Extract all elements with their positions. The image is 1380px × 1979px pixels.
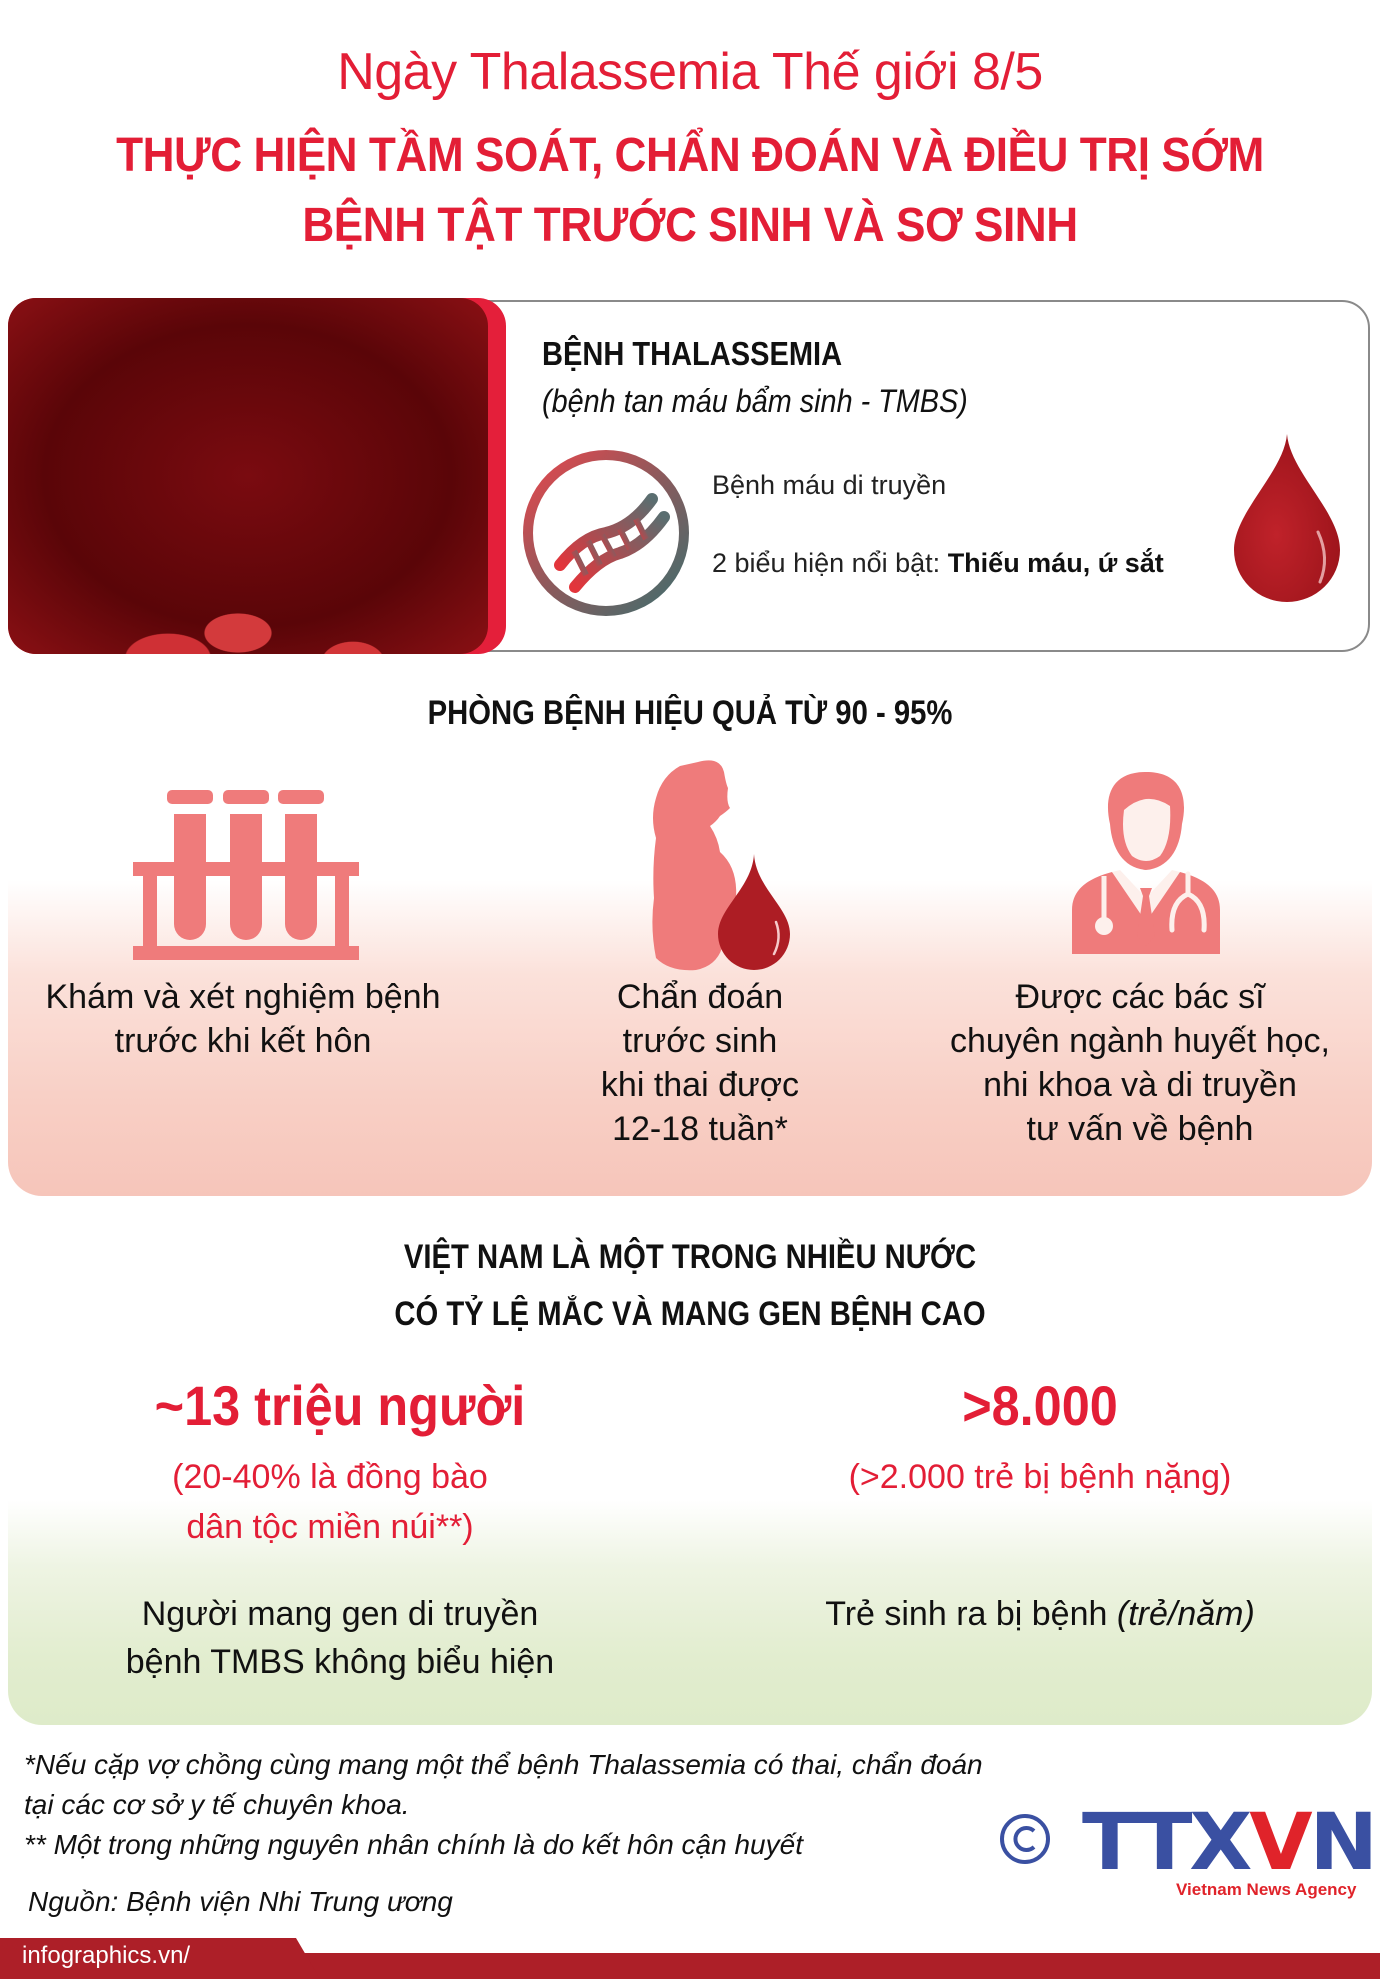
blood-drop-icon [1232,432,1342,602]
card-line-hereditary: Bệnh máu di truyền [712,470,947,500]
desc-unit: (trẻ/năm) [1116,1595,1255,1633]
stat-births-note [760,1452,1320,1502]
logo-v: V [1249,1798,1310,1888]
source-credit: Nguồn: Bệnh viện Nhi Trung ương [28,1886,453,1917]
item-line: khi thai được [600,1066,800,1104]
copyright-icon [998,1812,1052,1866]
card-subtitle: (bệnh tan máu bẩm sinh - TMBS) [542,383,968,419]
ttxvn-logo [1082,1798,1375,1888]
prevention-item-doctor-counsel [920,975,1360,1151]
logo-ttx: TTX [1082,1798,1250,1888]
note-line: (20-40% là đồng bào [172,1458,488,1496]
item-line: Khám và xét nghiệm bệnh [45,978,441,1016]
stat-carriers-note [60,1452,600,1552]
logo-n: N [1309,1798,1375,1888]
prevention-item-prenatal-diagnosis [560,975,840,1151]
page-title-line1: THỰC HIỆN TẦM SOÁT, CHẨN ĐOÁN VÀ ĐIỀU TRỊ SỚM [116,129,1264,182]
footer-site-link[interactable]: infographics.vn/ [22,1942,191,1969]
item-line: tư vấn về bệnh [1026,1110,1254,1148]
desc-text: Trẻ sinh ra bị bệnh [825,1595,1117,1633]
stat-births-value: >8.000 [962,1374,1118,1437]
item-line: Chẩn đoán [616,978,784,1016]
note-line: dân tộc miền núi**) [186,1508,474,1546]
item-line: chuyên ngành huyết học, [950,1022,1330,1060]
item-line: nhi khoa và di truyền [983,1066,1297,1104]
item-line: trước khi kết hôn [114,1022,372,1060]
card-line-symptoms [712,548,1164,579]
item-line: Được các bác sĩ [1015,978,1265,1016]
test-tubes-icon [133,790,359,962]
item-line: 12-18 tuần* [612,1110,788,1148]
logo-agency-name: Vietnam News Agency [1176,1880,1357,1899]
vietnam-title-line2: CÓ TỶ LỆ MẮC VÀ MANG GEN BỆNH CAO [394,1295,986,1333]
dna-icon [520,447,692,619]
vietnam-title-line1: VIỆT NAM LÀ MỘT TRONG NHIỀU NƯỚC [403,1238,977,1276]
footnote-2: ** Một trong những nguyên nhân chính là do kết hôn cận huyết [24,1829,803,1860]
desc-line: bệnh TMBS không biểu hiện [125,1643,555,1681]
stat-carriers-value: ~13 triệu người [154,1374,526,1437]
page-subtitle: Ngày Thalassemia Thế giới 8/5 [337,43,1043,101]
card-title: BỆNH THALASSEMIA [542,335,843,372]
footnote-1-cont: tại các cơ sở y tế chuyên khoa. [24,1789,410,1820]
red-blood-cells-image [8,298,488,654]
prevention-item-premarital-test [8,975,478,1063]
item-line: trước sinh [622,1022,778,1060]
symptoms-value: Thiếu máu, ứ sắt [947,548,1164,578]
desc-line: Người mang gen di truyền [141,1595,539,1633]
doctor-icon [1062,770,1230,956]
page-title-line2: BỆNH TẬT TRƯỚC SINH VÀ SƠ SINH [302,199,1078,252]
pregnant-woman-icon [650,758,798,976]
stat-births-desc [760,1590,1320,1638]
note-line: (>2.000 trẻ bị bệnh nặng) [848,1458,1232,1496]
symptoms-label: 2 biểu hiện nổi bật: [712,548,948,578]
footnote-1: *Nếu cặp vợ chồng cùng mang một thể bệnh Thalassemia có thai, chẩn đoán [24,1749,983,1780]
prevention-title: PHÒNG BỆNH HIỆU QUẢ TỪ 90 - 95% [427,694,953,732]
stat-carriers-desc [40,1590,640,1686]
